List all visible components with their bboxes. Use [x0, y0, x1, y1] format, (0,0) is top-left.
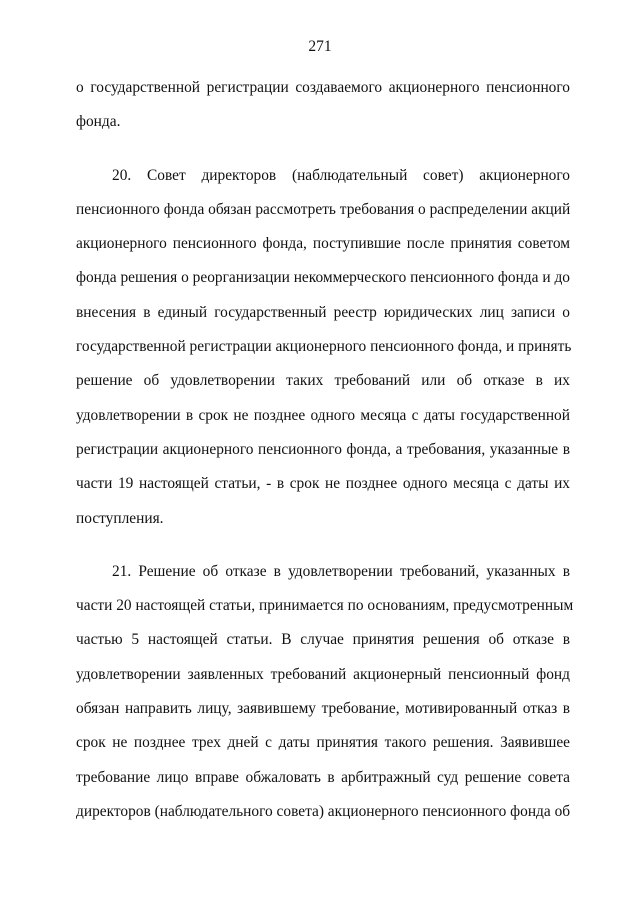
- text-line: удовлетворении заявленных требований акционерный пенсионный фонд: [76, 665, 570, 683]
- text-line: поступления.: [76, 509, 164, 527]
- text-line: 21. Решение об отказе в удовлетворении требований, указанных в: [112, 562, 570, 580]
- text-line: фонда.: [76, 113, 121, 131]
- document-body: [76, 71, 574, 829]
- text-line: акционерного пенсионного фонда, поступившие после принятия советом: [76, 235, 570, 253]
- text-line: директоров (наблюдательного совета) акционерного пенсионного фонда об: [76, 802, 571, 820]
- text-line: пенсионного фонда обязан рассмотреть требования о распределении акций: [76, 200, 571, 218]
- text-line: внесения в единый государственный реестр юридических лиц записи о: [76, 303, 570, 321]
- paragraph-gap: [76, 536, 570, 555]
- text-line: 20. Совет директоров (наблюдательный совет) акционерного: [112, 166, 570, 184]
- paragraph-gap: [76, 140, 570, 159]
- text-line: о государственной регистрации создаваемого акционерного пенсионного: [76, 79, 570, 96]
- text-line: срок не позднее трех дней с даты принятия такого решения. Заявившее: [76, 734, 570, 752]
- text-line: государственной регистрации акционерного пенсионного фонда, и принять: [76, 338, 572, 356]
- text-line: регистрации акционерного пенсионного фонда, а требования, указанные в: [76, 440, 570, 458]
- page-number: 271: [308, 38, 332, 55]
- text-line: решение об удовлетворении таких требований или об отказе в их: [76, 372, 570, 390]
- paragraph-continuation: [76, 71, 570, 140]
- paragraph-item-21: [76, 555, 574, 829]
- text-line: фонда решения о реорганизации некоммерческого пенсионного фонда и до: [76, 269, 570, 287]
- text-line: части 20 настоящей статьи, принимается по основаниям, предусмотренным: [76, 597, 574, 615]
- text-line: удовлетворении в срок не позднее одного месяца с даты государственной: [76, 406, 570, 424]
- text-line: частью 5 настоящей статьи. В случае принятия решения об отказе в: [76, 631, 570, 649]
- text-line: требование лицо вправе обжаловать в арбитражный суд решение совета: [76, 768, 570, 786]
- text-line: части 19 настоящей статьи, - в срок не позднее одного месяца с даты их: [76, 475, 570, 493]
- text-line: обязан направить лицу, заявившему требование, мотивированный отказ в: [76, 700, 570, 718]
- paragraph-item-20: [76, 159, 570, 536]
